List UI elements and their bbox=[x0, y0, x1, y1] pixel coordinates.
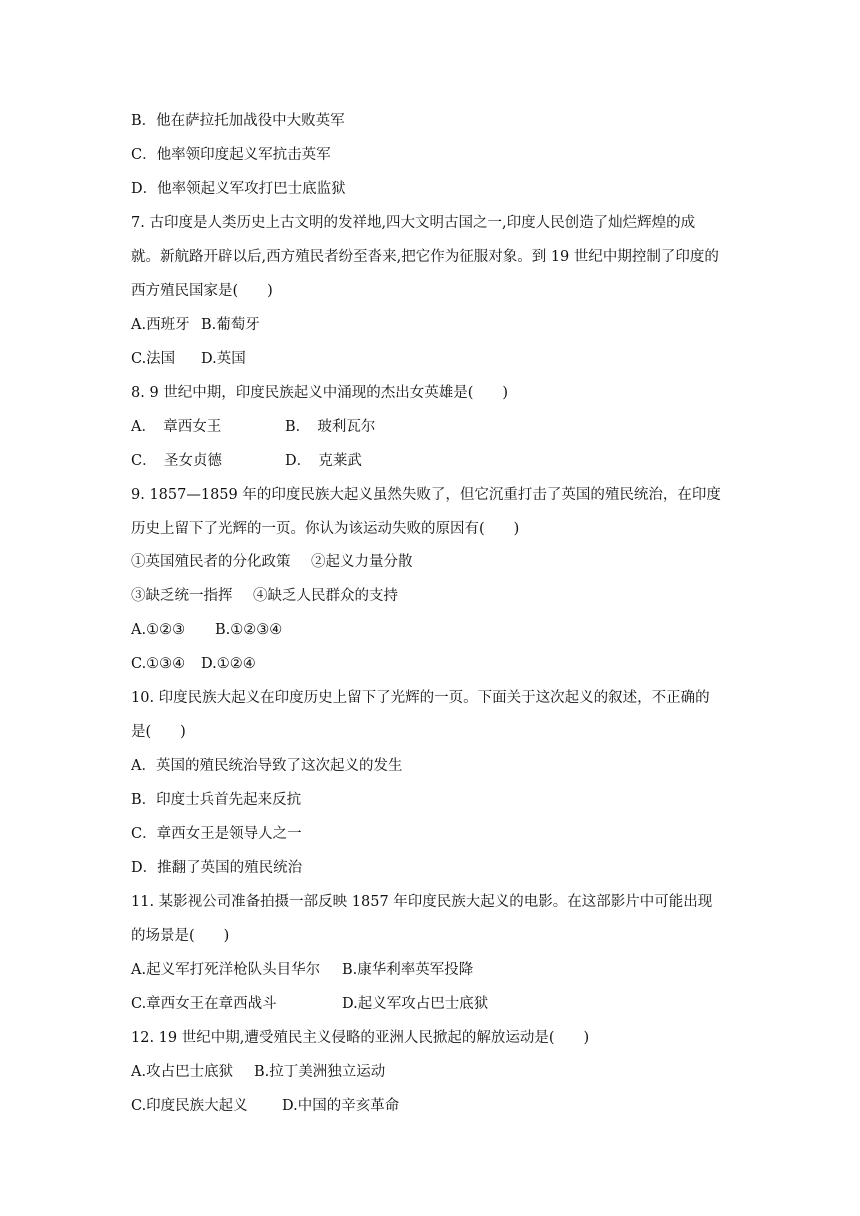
q9-reason-2: ②起义力量分散 bbox=[311, 554, 413, 570]
q10-stem-line-2: 是( ) bbox=[131, 724, 186, 740]
q9-options-row-2 bbox=[131, 654, 256, 674]
q10-option-a: A．英国的殖民统治导致了这次起义的发生 bbox=[131, 758, 403, 774]
q7-option-c: C.法国 bbox=[131, 351, 176, 367]
prev-option-d: D．他率领起义军攻打巴士底监狱 bbox=[131, 181, 346, 197]
q8-option-b: B． 玻利瓦尔 bbox=[285, 419, 376, 435]
q7-stem-line-1: 7. 古印度是人类历史上古文明的发祥地,四大文明古国之一,印度人民创造了灿烂辉煌的成 bbox=[131, 215, 696, 231]
prev-option-c: C．他率领印度起义军抗击英军 bbox=[131, 147, 331, 163]
q12-stem: 12. 19 世纪中期,遭受殖民主义侵略的亚洲人民掀起的解放运动是( ) bbox=[131, 1030, 590, 1046]
q7-option-b: B.葡萄牙 bbox=[201, 317, 260, 333]
q10-stem-line-1: 10. 印度民族大起义在印度历史上留下了光辉的一页。下面关于这次起义的叙述，不正确的 bbox=[131, 690, 710, 706]
q11-option-b: B.康华利率英军投降 bbox=[342, 962, 474, 978]
q11-stem-line-1: 11. 某影视公司准备拍摄一部反映 1857 年印度民族大起义的电影。在这部影片中可能出现 bbox=[131, 894, 713, 910]
q12-option-c: C.印度民族大起义 bbox=[131, 1098, 248, 1114]
q9-options-row-1 bbox=[131, 620, 282, 640]
q12-options-row-2 bbox=[131, 1096, 399, 1116]
q10-option-c: C．章西女王是领导人之一 bbox=[131, 826, 302, 842]
q11-stem-line-2: 的场景是( ) bbox=[131, 928, 230, 944]
q9-reason-1: ①英国殖民者的分化政策 bbox=[131, 554, 291, 570]
q8-options-row-2 bbox=[131, 451, 362, 471]
q9-option-a: A.①②③ bbox=[131, 622, 186, 638]
q9-reason-3: ③缺乏统一指挥 bbox=[131, 588, 233, 604]
q11-option-c: C.章西女王在章西战斗 bbox=[131, 996, 277, 1012]
q8-stem: 8. 9 世纪中期，印度民族起义中涌现的杰出女英雄是( ) bbox=[131, 385, 509, 401]
prev-option-b: B．他在萨拉托加战役中大败英军 bbox=[131, 113, 345, 129]
q12-option-a: A.攻占巴士底狱 bbox=[131, 1064, 234, 1080]
q7-stem-line-2: 就。新航路开辟以后,西方殖民者纷至沓来,把它作为征服对象。到 19 世纪中期控制了印度的 bbox=[131, 249, 719, 265]
q9-option-b: B.①②③④ bbox=[215, 622, 283, 638]
q9-option-d: D.①②④ bbox=[201, 656, 256, 672]
q9-reasons-row-1 bbox=[131, 552, 413, 572]
q12-option-d: D.中国的辛亥革命 bbox=[282, 1098, 400, 1114]
q8-option-a: A． 章西女王 bbox=[131, 419, 222, 435]
q9-stem-line-1: 9. 1857—1859 年的印度民族大起义虽然失败了，但它沉重打击了英国的殖民统治，在印度 bbox=[131, 487, 721, 503]
q9-reasons-row-2 bbox=[131, 586, 398, 606]
q9-option-c: C.①③④ bbox=[131, 656, 186, 672]
q8-option-c: C． 圣女贞德 bbox=[131, 453, 222, 469]
q12-option-b: B.拉丁美洲独立运动 bbox=[254, 1064, 386, 1080]
q8-options-row-1 bbox=[131, 417, 375, 437]
q9-stem-line-2: 历史上留下了光辉的一页。你认为该运动失败的原因有( ) bbox=[131, 521, 520, 537]
q11-option-d: D.起义军攻占巴士底狱 bbox=[342, 996, 489, 1012]
q7-options-row-1 bbox=[131, 315, 260, 335]
q9-reason-4: ④缺乏人民群众的支持 bbox=[253, 588, 398, 604]
q10-option-d: D．推翻了英国的殖民统治 bbox=[131, 860, 303, 876]
q7-options-row-2 bbox=[131, 349, 246, 369]
q10-option-b: B．印度士兵首先起来反抗 bbox=[131, 792, 302, 808]
q11-options-row-1 bbox=[131, 960, 473, 980]
q12-options-row-1 bbox=[131, 1062, 385, 1082]
q7-option-d: D.英国 bbox=[201, 351, 246, 367]
q7-stem-line-3: 西方殖民国家是( ) bbox=[131, 283, 273, 299]
q7-option-a: A.西班牙 bbox=[131, 317, 190, 333]
q11-options-row-2 bbox=[131, 994, 488, 1014]
q11-option-a: A.起义军打死洋枪队头目华尔 bbox=[131, 962, 321, 978]
q8-option-d: D． 克莱武 bbox=[285, 453, 362, 469]
